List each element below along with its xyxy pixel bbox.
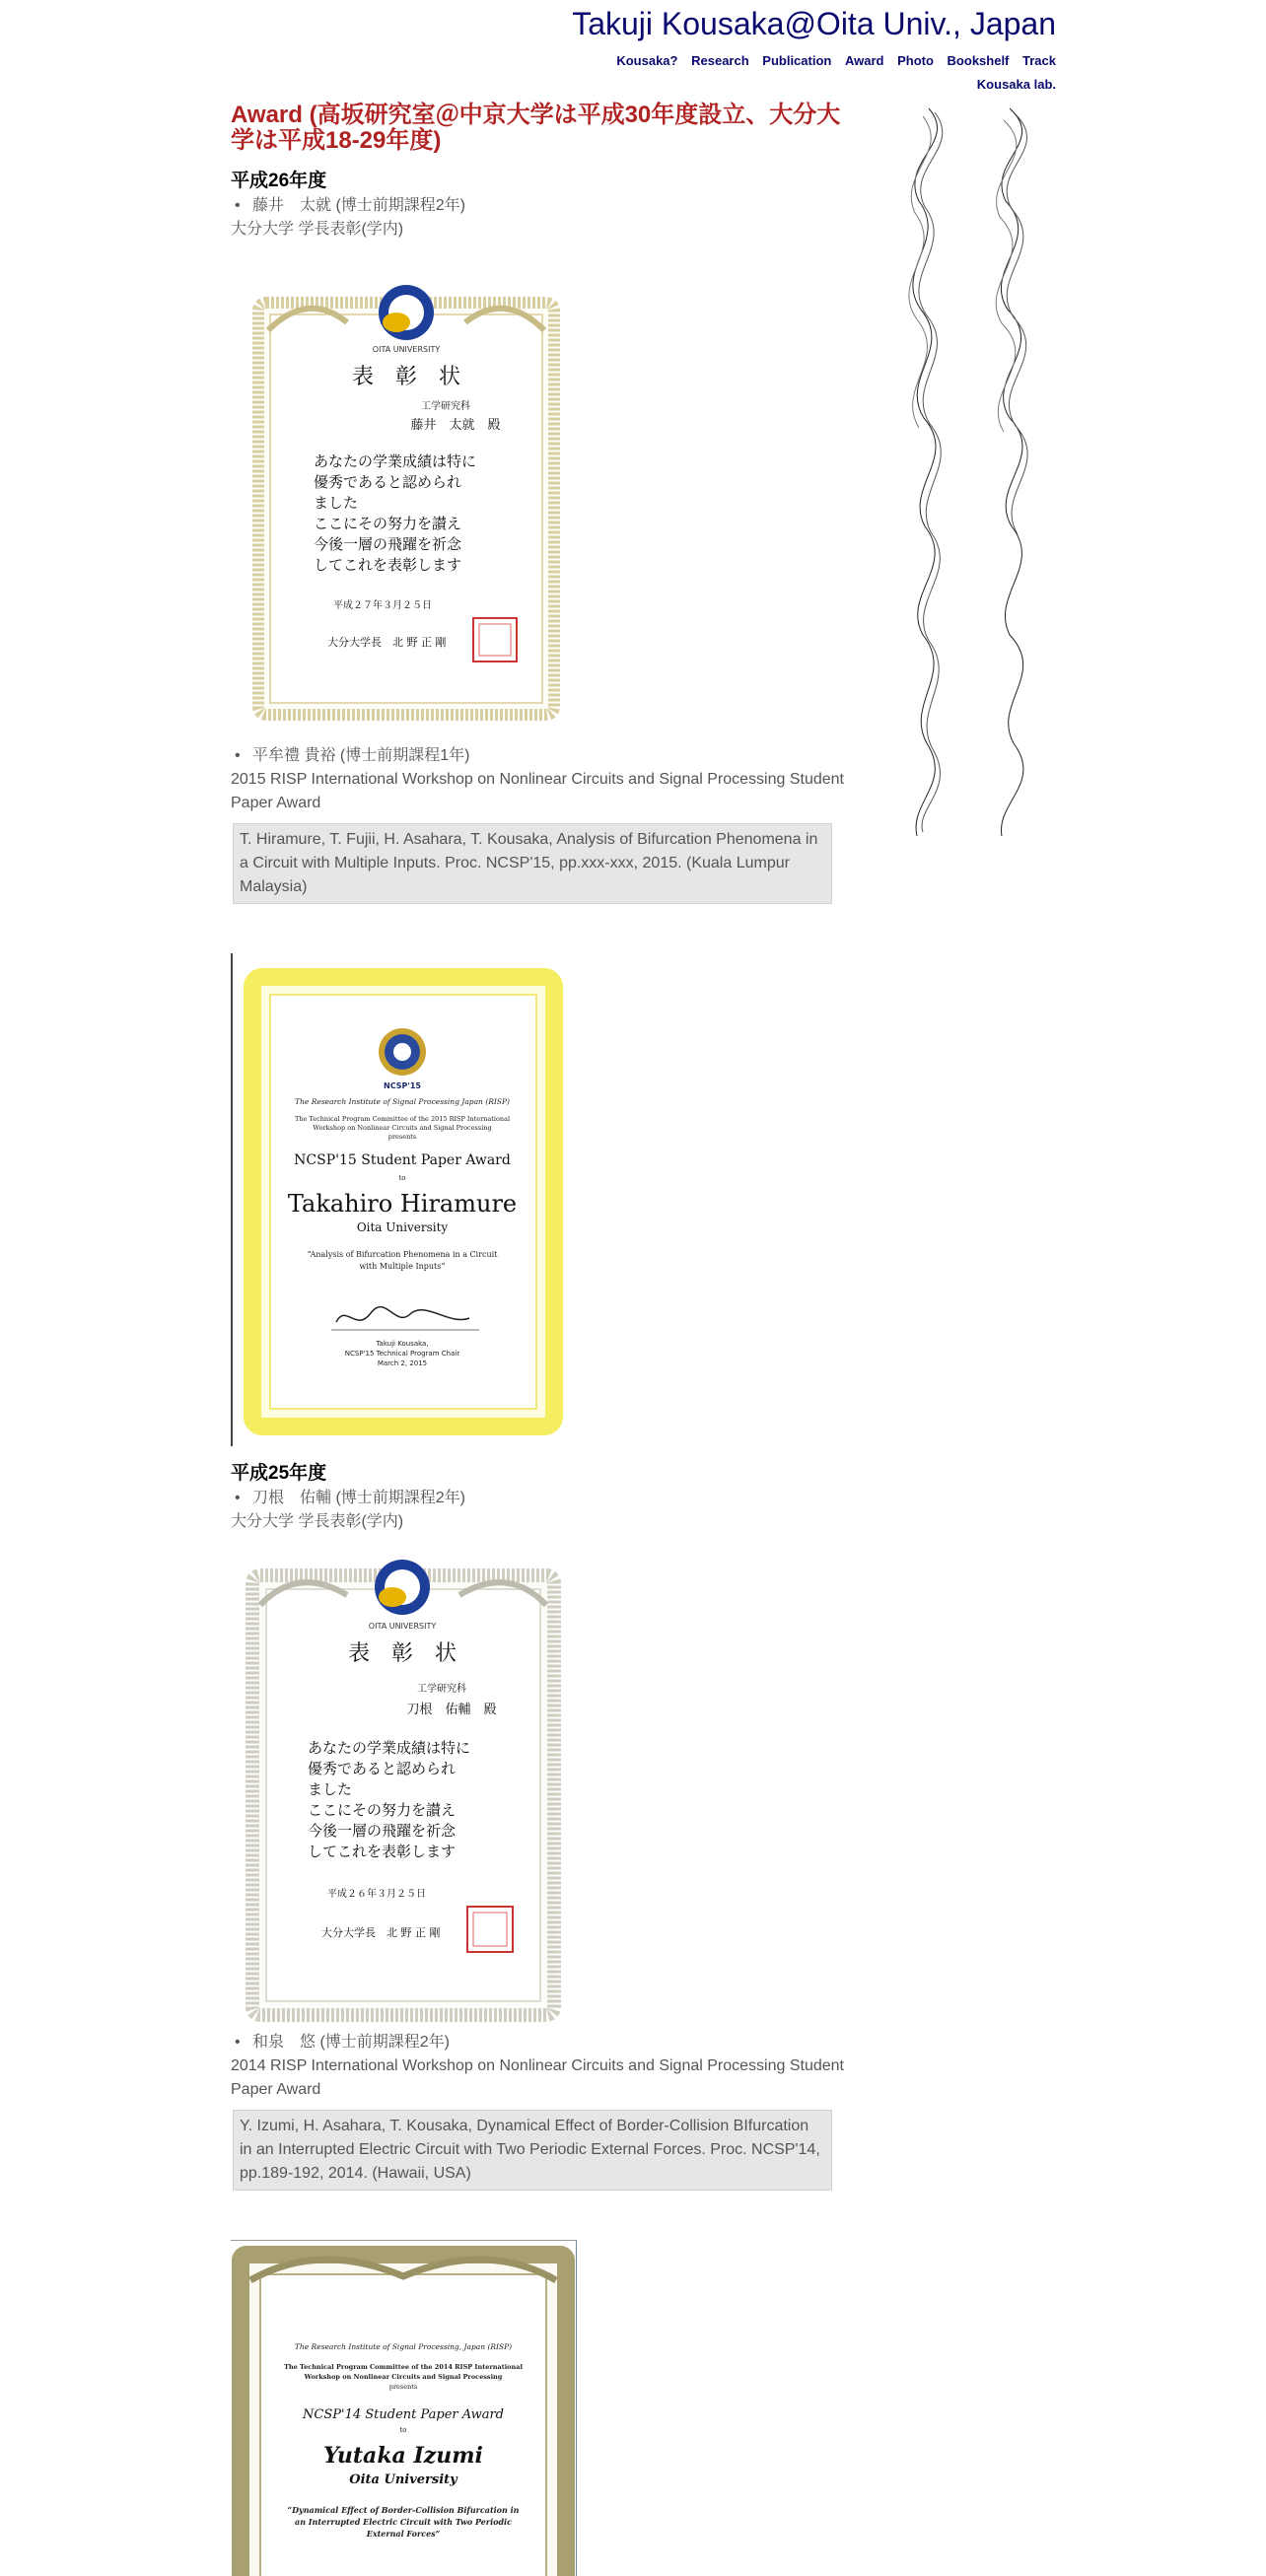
cert-paper-title: “Analysis of Bifurcation Phenomena in a Circuit: [307, 1250, 498, 1259]
paper-citation: Y. Izumi, H. Asahara, T. Kousaka, Dynamical Effect of Border-Collision BIfurcation in an Interrupted Electric Circuit with Two Periodic External Forces. Proc. NCSP'14, pp.189-192, 2014. (Hawaii, USA): [233, 2110, 832, 2191]
cert-award-name: NCSP'15 Student Paper Award: [294, 1152, 511, 1168]
cert-date: 平成２６年３月２５日: [327, 1889, 426, 1900]
main-nav: [606, 49, 1056, 97]
cert-univ: OITA UNIVERSITY: [372, 345, 441, 354]
oita-university-logo: [375, 1560, 430, 1615]
nav-track[interactable]: Track: [1022, 53, 1056, 68]
cert-signer-line: Takuji Kousaka,: [376, 1340, 429, 1348]
recipient-name: 和泉 悠 (博士前期課程2年): [252, 2034, 451, 2051]
year-heading: 平成25年度: [231, 1463, 327, 1484]
cert-heading: 表 彰 状: [351, 365, 461, 389]
waveform-icon: [899, 103, 1057, 842]
cert-committee-line: The Technical Program Committee of the 2015 RISP International: [294, 1115, 511, 1123]
cert-body-line: ました: [308, 1780, 353, 1798]
cert-paper-title: External Forces”: [366, 2529, 441, 2539]
paper-citation: T. Hiramure, T. Fujii, H. Asahara, T. Kousaka, Analysis of Bifurcation Phenomena in a Circuit with Multiple Inputs. Proc. NCSP'15, pp.xxx-xxx, 2015. (Kuala Lumpur Malaysia): [233, 823, 832, 904]
cert-committee-line: The Technical Program Committee of the 2014 RISP International: [284, 2363, 523, 2371]
cert-paper-title: “Dynamical Effect of Border-Collision Bifurcation in: [287, 2505, 520, 2515]
cert-dept: 工学研究科: [421, 401, 470, 412]
cert-signer: 大分大学長 北 野 正 剛: [321, 1926, 441, 1939]
award-description: 2015 RISP International Workshop on Nonlinear Circuits and Signal Processing Student Paper Award: [231, 771, 844, 811]
nav-research[interactable]: Research: [691, 53, 749, 68]
oita-university-logo: [379, 285, 434, 340]
nav-bookshelf[interactable]: Bookshelf: [947, 53, 1010, 68]
cert-dept: 工学研究科: [417, 1684, 466, 1695]
cert-body-line: してこれを表彰します: [308, 1843, 457, 1860]
nav-award[interactable]: Award: [844, 53, 884, 68]
cert-body-line: 今後一層の飛躍を祈念: [314, 535, 462, 553]
nav-publication[interactable]: Publication: [762, 53, 832, 68]
cert-body-line: ここにその努力を讃え: [314, 515, 462, 532]
cert-heading: 表 彰 状: [347, 1641, 457, 1666]
cert-recipient: Takahiro Hiramure: [287, 1190, 518, 1218]
year-heading: 平成26年度: [231, 171, 327, 191]
cert-org: The Research Institute of Signal Processing, Japan (RISP): [294, 2342, 513, 2351]
cert-signer: 大分大学長 北 野 正 剛: [327, 636, 447, 649]
list-item: [231, 744, 848, 768]
certificate-image: [231, 2240, 577, 2576]
cert-body-line: してこれを表彰します: [314, 556, 462, 574]
award-description: 2014 RISP International Workshop on Nonlinear Circuits and Signal Processing Student Paper Award: [231, 2057, 844, 2098]
cert-committee-line: presents: [388, 2383, 418, 2391]
recipient-name: 平牟禮 貴裕 (博士前期課程1年): [252, 747, 470, 764]
nav-kousaka[interactable]: Kousaka?: [616, 53, 678, 68]
cert-committee-line: presents: [387, 1133, 417, 1141]
cert-body-line: あなたの学業成績は特に: [308, 1739, 471, 1757]
recipient-name: 藤井 太就 (博士前期課程2年): [252, 197, 466, 214]
cert-signer-line: March 2, 2015: [377, 1359, 428, 1367]
cert-body-line: あなたの学業成績は特に: [314, 453, 477, 470]
cert-signer-line: NCSP'15 Technical Program Chair: [344, 1350, 460, 1358]
main-content: [231, 103, 848, 2576]
cert-body-line: 今後一層の飛躍を祈念: [308, 1822, 457, 1840]
cert-body-line: 優秀であると認められ: [308, 1760, 457, 1777]
cert-recipient: Yutaka Izumi: [323, 2443, 483, 2469]
waveform-decoration: [899, 103, 1057, 847]
certificate-image: [239, 1546, 568, 2027]
cert-committee-line: Workshop on Nonlinear Circuits and Signal Processing: [313, 1124, 492, 1132]
award-description: 大分大学 学長表彰(学内): [231, 1513, 404, 1530]
cert-recipient: 藤井 太就 殿: [410, 418, 501, 433]
bullet-icon: •: [235, 747, 241, 764]
recipient-name: 刀根 佑輔 (博士前期課程2年): [252, 1490, 466, 1506]
site-title[interactable]: Takuji Kousaka@Oita Univ., Japan: [572, 6, 1056, 41]
certificate-image: [231, 953, 576, 1446]
cert-univ: OITA UNIVERSITY: [368, 1622, 437, 1631]
cert-committee-line: Workshop on Nonlinear Circuits and Signal Processing: [304, 2373, 503, 2381]
list-item: [231, 1487, 848, 1510]
cert-award-name: NCSP'14 Student Paper Award: [303, 2407, 504, 2422]
cert-paper-title: with Multiple Inputs”: [359, 1262, 446, 1271]
cert-to: to: [399, 2426, 407, 2434]
nav-kousaka-lab[interactable]: Kousaka lab.: [976, 77, 1056, 92]
cert-recipient: 刀根 佑輔 殿: [406, 1703, 497, 1717]
cert-paper-title: an Interrupted Electric Circuit with Two Periodic: [295, 2517, 512, 2527]
bullet-icon: •: [235, 2034, 241, 2051]
ncsp-logo: [379, 1028, 426, 1076]
bullet-icon: •: [235, 1490, 241, 1506]
list-item: [231, 2031, 848, 2054]
cert-body-line: ました: [314, 494, 359, 512]
cert-body-line: ここにその努力を讃え: [308, 1801, 457, 1819]
award-description: 大分大学 学長表彰(学内): [231, 221, 404, 238]
nav-photo[interactable]: Photo: [897, 53, 934, 68]
cert-date: 平成２７年３月２５日: [333, 600, 432, 611]
cert-logo-text: NCSP'15: [384, 1081, 421, 1090]
certificate-image: [248, 261, 564, 725]
cert-body-line: 優秀であると認められ: [314, 473, 462, 491]
list-item: [231, 194, 848, 218]
bullet-icon: •: [235, 197, 241, 214]
cert-org: The Research Institute of Signal Processing Japan (RISP): [295, 1097, 510, 1106]
page-title: Award (高坂研究室＠中京大学は平成30年度設立、大分大学は平成18-29年度): [231, 102, 841, 154]
cert-affiliation: Oita University: [356, 1220, 449, 1234]
cert-affiliation: Oita University: [349, 2472, 457, 2487]
cert-to: to: [398, 1174, 406, 1182]
